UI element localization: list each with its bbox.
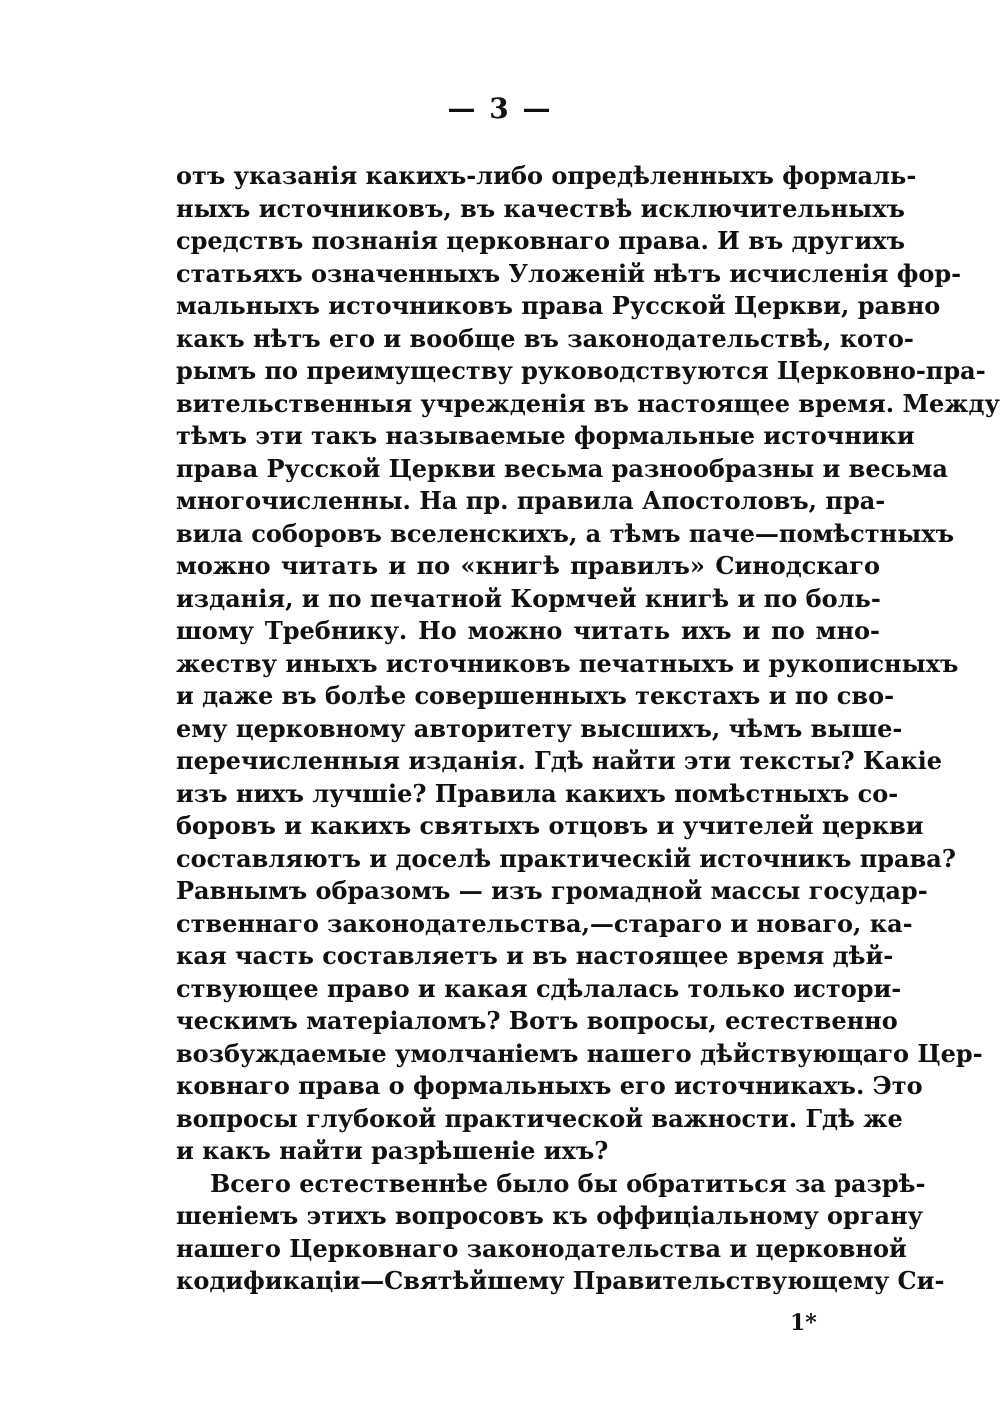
text-line: мальныхъ источниковъ права Русской Церкви, равно (176, 291, 941, 320)
text-line: и даже въ болѣе совершенныхъ текстахъ и по сво- (176, 681, 895, 710)
text-line: Равнымъ образомъ — изъ громадной массы государ- (176, 876, 928, 905)
text-line: нашего Церковнаго законодательства и церковной (176, 1233, 907, 1263)
text-line: какъ нѣтъ его и вообще въ законодательствѣ, кото- (176, 323, 914, 353)
page-number: — 3 — (447, 92, 553, 125)
text-line: возбуждаемые умолчаніемъ нашего дѣйствующаго Цер- (176, 1038, 983, 1068)
text-line: жеству иныхъ источниковъ печатныхъ и рукописныхъ (176, 648, 959, 678)
text-line: кая часть составляетъ и въ настоящее время дѣй- (176, 941, 894, 970)
text-line: статьяхъ означенныхъ Уложеній нѣтъ исчисленія фор- (176, 258, 962, 288)
paragraph-end-line: и какъ найти разрѣшеніе ихъ? (176, 1136, 609, 1165)
signature-mark: 1* (790, 1310, 817, 1336)
text-line: кодификаціи—Святѣйшему Правительствующему Си- (176, 1266, 945, 1295)
text-line: отъ указанія какихъ-либо опредѣленныхъ формаль- (176, 161, 917, 190)
text-line: ческимъ матеріаломъ? Вотъ вопросы, естественно (176, 1006, 898, 1035)
text-line: перечисленныя изданія. Гдѣ найти эти тексты? Какіе (176, 746, 943, 775)
text-line: ныхъ источниковъ, въ качествѣ исключительныхъ (176, 193, 905, 223)
text-line: шеніемъ этихъ вопросовъ къ оффиціальному органу (176, 1201, 924, 1230)
text-line: вопросы глубокой практической важности. Гдѣ же (176, 1103, 903, 1133)
text-line: вительственныя учрежденія въ настоящее время. Между (176, 388, 1000, 418)
text-line: тѣмъ эти такъ называемые формальные источники (176, 421, 915, 450)
text-line: рымъ по преимуществу руководствуются Церковно-пра- (176, 356, 986, 385)
paragraph-start-line: Всего естественнѣе было бы обратиться за разрѣ- (210, 1168, 926, 1198)
text-line: изданія, и по печатной Кормчей книгѣ и по боль- (176, 583, 881, 613)
text-line: шому Требнику. Но можно читать ихъ и по мно- (176, 616, 880, 645)
text-line: можно читать и по «книгѣ правилъ» Синодскаго (176, 551, 880, 580)
body-text (176, 160, 1000, 1298)
text-line: ственнаго законодательства,—стараго и новаго, ка- (176, 908, 913, 938)
text-line: ковнаго права о формальныхъ его источникахъ. Это (176, 1071, 923, 1100)
text-line: вила соборовъ вселенскихъ, а тѣмъ паче—помѣстныхъ (176, 518, 955, 548)
text-line: средствъ познанія церковнаго права. И въ другихъ (176, 226, 906, 255)
text-line: боровъ и какихъ святыхъ отцовъ и учителей церкви (176, 811, 924, 840)
text-line: права Русской Церкви весьма разнообразны и весьма (176, 453, 948, 483)
text-line: многочисленны. На пр. правила Апостоловъ, пра- (176, 486, 886, 515)
text-line: ствующее право и какая сдѣлалась только истори- (176, 973, 902, 1003)
text-line: ему церковному авторитету высшихъ, чѣмъ выше- (176, 713, 903, 743)
text-line: изъ нихъ лучшіе? Правила какихъ помѣстныхъ со- (176, 778, 899, 808)
text-line: составляютъ и доселѣ практическій источникъ права? (176, 843, 956, 873)
